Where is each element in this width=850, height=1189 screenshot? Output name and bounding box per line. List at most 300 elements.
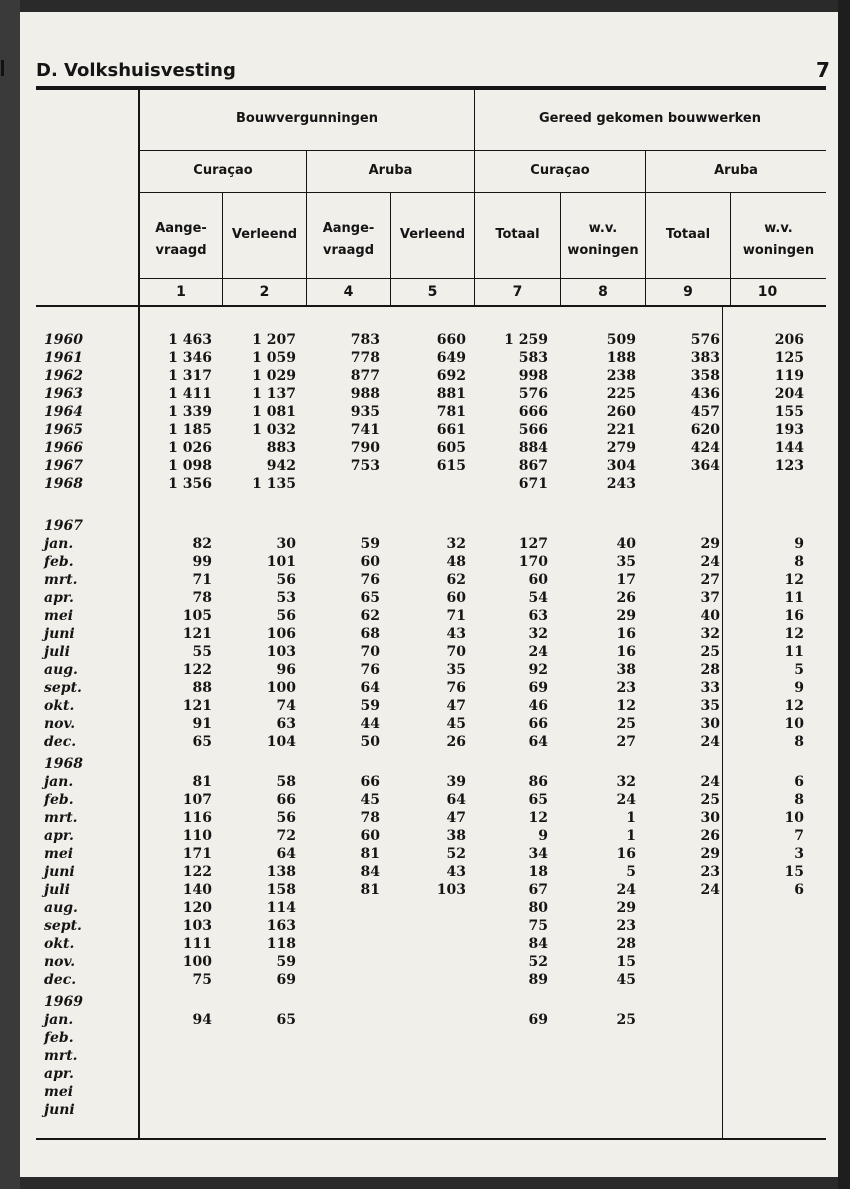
table-cell: 58	[276, 774, 296, 790]
bottom-rule	[36, 1138, 826, 1140]
table-cell: 304	[606, 458, 636, 474]
table-cell: 988	[350, 386, 380, 402]
table-cell: 10	[784, 810, 804, 826]
row-label: aug.	[44, 900, 78, 916]
table-cell: 69	[528, 1012, 548, 1028]
sub-header-rule	[138, 192, 826, 193]
table-cell: 27	[616, 734, 636, 750]
table-cell: 24	[700, 554, 720, 570]
row-label: nov.	[44, 716, 76, 732]
col-header-10-line-2: woningen	[742, 243, 815, 258]
table-cell: 103	[436, 882, 466, 898]
row-label: 1964	[44, 404, 83, 420]
table-cell: 28	[616, 936, 636, 952]
table-cell: 620	[690, 422, 720, 438]
table-cell: 649	[436, 350, 466, 366]
table-cell: 9	[538, 828, 548, 844]
table-cell: 17	[616, 572, 636, 588]
row-label: 1967	[44, 518, 83, 534]
table-cell: 8	[794, 734, 804, 750]
table-cell: 103	[266, 644, 296, 660]
table-cell: 790	[350, 440, 380, 456]
table-cell: 1 026	[168, 440, 212, 456]
row-label: okt.	[44, 936, 75, 952]
table-cell: 110	[182, 828, 212, 844]
table-cell: 1 081	[252, 404, 296, 420]
table-cell: 3	[794, 846, 804, 862]
table-cell: 105	[182, 608, 212, 624]
group-header-rule	[138, 150, 826, 151]
table-cell: 32	[700, 626, 720, 642]
table-cell: 7	[794, 828, 804, 844]
col-number-9: 9	[683, 284, 693, 300]
col-number-4: 4	[343, 284, 354, 300]
table-cell: 204	[774, 386, 804, 402]
table-cell: 27	[700, 572, 720, 588]
table-cell: 16	[784, 608, 804, 624]
col-header-4	[307, 218, 390, 262]
table-cell: 1 059	[252, 350, 296, 366]
table-cell: 86	[528, 774, 548, 790]
table-cell: 935	[350, 404, 380, 420]
table-cell: 122	[182, 864, 212, 880]
row-label: juni	[44, 1102, 75, 1118]
row-label: dec.	[44, 734, 77, 750]
table-cell: 1 346	[168, 350, 212, 366]
subheader-permits-aruba: Aruba	[368, 163, 413, 178]
table-cell: 781	[436, 404, 466, 420]
table-cell: 11	[784, 590, 804, 606]
table-cell: 60	[360, 554, 380, 570]
table-cell: 111	[182, 936, 212, 952]
table-cell: 6	[794, 882, 804, 898]
table-cell: 40	[616, 536, 636, 552]
table-cell: 125	[774, 350, 804, 366]
table-cell: 64	[276, 846, 296, 862]
section-title: D. Volkshuisvesting	[36, 60, 236, 81]
table-cell: 63	[528, 608, 548, 624]
table-cell: 509	[606, 332, 636, 348]
table-cell: 10	[784, 716, 804, 732]
table-cell: 692	[436, 368, 466, 384]
table-cell: 37	[700, 590, 720, 606]
table-cell: 56	[276, 572, 296, 588]
table-cell: 40	[700, 608, 720, 624]
table-cell: 84	[528, 936, 548, 952]
table-cell: 29	[700, 846, 720, 862]
table-cell: 221	[606, 422, 636, 438]
table-cell: 424	[690, 440, 720, 456]
table-cell: 12	[784, 626, 804, 642]
table-cell: 615	[436, 458, 466, 474]
table-cell: 30	[700, 810, 720, 826]
row-label: mei	[44, 608, 74, 624]
table-cell: 63	[276, 716, 296, 732]
table-cell: 43	[446, 626, 466, 642]
table-cell: 741	[350, 422, 380, 438]
row-label: apr.	[44, 590, 74, 606]
table-cell: 91	[192, 716, 212, 732]
table-cell: 18	[528, 864, 548, 880]
table-cell: 96	[276, 662, 296, 678]
col-header-5	[391, 224, 474, 246]
row-label: 1966	[44, 440, 83, 456]
table-cell: 65	[360, 590, 380, 606]
table-cell: 65	[276, 1012, 296, 1028]
table-cell: 1 317	[168, 368, 212, 384]
table-cell: 163	[266, 918, 296, 934]
table-cell: 238	[606, 368, 636, 384]
table-cell: 74	[276, 698, 296, 714]
col-number-1: 1	[176, 284, 186, 300]
table-cell: 25	[616, 1012, 636, 1028]
table-cell: 52	[528, 954, 548, 970]
table-cell: 867	[518, 458, 548, 474]
table-cell: 35	[446, 662, 466, 678]
table-cell: 1 259	[504, 332, 548, 348]
row-label: 1961	[44, 350, 83, 366]
table-cell: 81	[192, 774, 212, 790]
col-header-7-line-1: Totaal	[495, 227, 540, 242]
table-cell: 60	[360, 828, 380, 844]
table-cell: 60	[446, 590, 466, 606]
header-rule-thin	[36, 89, 826, 90]
table-cell: 583	[518, 350, 548, 366]
table-cell: 78	[192, 590, 212, 606]
table-cell: 76	[360, 662, 380, 678]
table-cell: 8	[794, 792, 804, 808]
table-cell: 32	[616, 774, 636, 790]
table-cell: 171	[182, 846, 212, 862]
table-cell: 8	[794, 554, 804, 570]
table-cell: 76	[446, 680, 466, 696]
row-label: juni	[44, 626, 75, 642]
table-cell: 33	[700, 680, 720, 696]
table-cell: 26	[446, 734, 466, 750]
col-header-1	[140, 218, 222, 262]
table-cell: 1	[626, 828, 636, 844]
table-cell: 103	[182, 918, 212, 934]
table-cell: 116	[182, 810, 212, 826]
table-cell: 1 207	[252, 332, 296, 348]
col-number-5: 5	[427, 284, 438, 300]
row-label: nov.	[44, 954, 76, 970]
page-edge-shadow	[838, 0, 850, 1189]
table-cell: 30	[700, 716, 720, 732]
col-header-rule	[138, 278, 826, 279]
table-cell: 100	[182, 954, 212, 970]
table-cell: 114	[266, 900, 296, 916]
table-cell: 12	[784, 698, 804, 714]
table-cell: 12	[528, 810, 548, 826]
table-cell: 1 411	[168, 386, 212, 402]
row-label: juni	[44, 864, 75, 880]
table-cell: 78	[360, 810, 380, 826]
table-cell: 60	[528, 572, 548, 588]
table-cell: 188	[606, 350, 636, 366]
row-label: mei	[44, 846, 74, 862]
table-cell: 883	[266, 440, 296, 456]
table-cell: 70	[446, 644, 466, 660]
table-cell: 666	[518, 404, 548, 420]
row-label: 1968	[44, 756, 83, 772]
table-cell: 43	[446, 864, 466, 880]
subheader-completed-aruba: Aruba	[714, 163, 758, 178]
row-label: apr.	[44, 828, 74, 844]
row-label: juli	[44, 644, 70, 660]
table-cell: 72	[276, 828, 296, 844]
table-cell: 94	[192, 1012, 212, 1028]
row-label: apr.	[44, 1066, 74, 1082]
col-number-2: 2	[259, 284, 270, 300]
table-cell: 12	[784, 572, 804, 588]
table-cell: 193	[774, 422, 804, 438]
table-cell: 661	[436, 422, 466, 438]
table-cell: 11	[784, 644, 804, 660]
table-cell: 47	[446, 810, 466, 826]
col-header-8	[561, 218, 645, 262]
table-cell: 59	[360, 698, 380, 714]
table-cell: 64	[446, 792, 466, 808]
table-cell: 32	[528, 626, 548, 642]
table-cell: 170	[518, 554, 548, 570]
row-label: 1960	[44, 332, 83, 348]
table-cell: 52	[446, 846, 466, 862]
table-cell: 753	[350, 458, 380, 474]
table-cell: 71	[192, 572, 212, 588]
table-cell: 118	[266, 936, 296, 952]
row-label: 1969	[44, 994, 83, 1010]
row-label: mei	[44, 1084, 74, 1100]
table-cell: 56	[276, 608, 296, 624]
col-number-7: 7	[512, 284, 523, 300]
table-cell: 34	[528, 846, 548, 862]
table-cell: 29	[616, 608, 636, 624]
table-cell: 1 185	[168, 422, 212, 438]
table-cell: 69	[528, 680, 548, 696]
table-cell: 783	[350, 332, 380, 348]
table-cell: 1 463	[168, 332, 212, 348]
table-cell: 81	[360, 882, 380, 898]
table-cell: 998	[518, 368, 548, 384]
table-cell: 24	[700, 774, 720, 790]
table-cell: 942	[266, 458, 296, 474]
table-cell: 1 137	[252, 386, 296, 402]
row-label: mrt.	[44, 810, 78, 826]
col-header-4-line-2: vraagd	[322, 243, 375, 258]
table-cell: 75	[192, 972, 212, 988]
table-cell: 106	[266, 626, 296, 642]
table-cell: 82	[192, 536, 212, 552]
table-cell: 1 029	[252, 368, 296, 384]
col-header-8-line-2: woningen	[567, 243, 639, 258]
table-cell: 279	[606, 440, 636, 456]
table-cell: 53	[276, 590, 296, 606]
table-cell: 88	[192, 680, 212, 696]
col-header-1-line-1: Aange-	[155, 221, 207, 236]
table-cell: 62	[446, 572, 466, 588]
table-cell: 881	[436, 386, 466, 402]
table-cell: 70	[360, 644, 380, 660]
subheader-completed-curacao: Curaçao	[530, 163, 590, 178]
row-label: dec.	[44, 972, 77, 988]
table-cell: 39	[446, 774, 466, 790]
table-cell: 71	[446, 608, 466, 624]
row-label: mrt.	[44, 1048, 78, 1064]
row-label: sept.	[44, 918, 82, 934]
table-cell: 24	[700, 882, 720, 898]
row-label: feb.	[44, 792, 74, 808]
row-label: okt.	[44, 698, 75, 714]
table-cell: 65	[192, 734, 212, 750]
table-cell: 5	[626, 864, 636, 880]
table-cell: 29	[616, 900, 636, 916]
table-cell: 576	[690, 332, 720, 348]
table-cell: 46	[528, 698, 548, 714]
col-header-10	[731, 218, 826, 262]
table-cell: 81	[360, 846, 380, 862]
row-label: 1965	[44, 422, 83, 438]
table-cell: 55	[192, 644, 212, 660]
table-cell: 127	[518, 536, 548, 552]
col-header-4-line-1: Aange-	[322, 221, 375, 236]
col-header-2-line-1: Verleend	[231, 227, 298, 242]
col-header-2	[223, 224, 306, 246]
table-cell: 15	[784, 864, 804, 880]
table-cell: 99	[192, 554, 212, 570]
table-cell: 45	[616, 972, 636, 988]
table-cell: 5	[794, 662, 804, 678]
table-cell: 92	[528, 662, 548, 678]
table-cell: 67	[528, 882, 548, 898]
col-header-1-line-2: vraagd	[155, 243, 207, 258]
table-cell: 436	[690, 386, 720, 402]
table-cell: 24	[700, 734, 720, 750]
table-cell: 671	[518, 476, 548, 492]
table-cell: 32	[446, 536, 466, 552]
table-cell: 47	[446, 698, 466, 714]
table-cell: 75	[528, 918, 548, 934]
table-cell: 120	[182, 900, 212, 916]
table-cell: 45	[360, 792, 380, 808]
table-cell: 877	[350, 368, 380, 384]
col-header-10-line-1: w.v.	[764, 221, 793, 236]
table-cell: 56	[276, 810, 296, 826]
table-cell: 140	[182, 882, 212, 898]
table-cell: 35	[700, 698, 720, 714]
col-header-9-line-1: Totaal	[665, 227, 711, 242]
table-cell: 144	[774, 440, 804, 456]
table-cell: 26	[700, 828, 720, 844]
table-cell: 225	[606, 386, 636, 402]
binding-mark	[1, 60, 4, 76]
table-cell: 25	[616, 716, 636, 732]
body-right-divider	[722, 306, 723, 1138]
table-cell: 1 098	[168, 458, 212, 474]
group-header-permits: Bouwvergunningen	[236, 111, 378, 126]
table-cell: 38	[446, 828, 466, 844]
table-cell: 23	[616, 918, 636, 934]
table-cell: 457	[690, 404, 720, 420]
table-cell: 123	[774, 458, 804, 474]
table-cell: 38	[616, 662, 636, 678]
table-cell: 778	[350, 350, 380, 366]
table-cell: 138	[266, 864, 296, 880]
table-cell: 84	[360, 864, 380, 880]
col-header-5-line-1: Verleend	[399, 227, 466, 242]
row-label: jan.	[44, 536, 74, 552]
col-header-7	[475, 224, 560, 246]
table-cell: 30	[276, 536, 296, 552]
table-cell: 158	[266, 882, 296, 898]
table-cell: 358	[690, 368, 720, 384]
col-header-9	[646, 224, 730, 246]
table-cell: 12	[616, 698, 636, 714]
table-cell: 65	[528, 792, 548, 808]
table-cell: 26	[616, 590, 636, 606]
table-cell: 59	[360, 536, 380, 552]
table-cell: 45	[446, 716, 466, 732]
table-cell: 1	[626, 810, 636, 826]
table-cell: 24	[616, 792, 636, 808]
table-cell: 104	[266, 734, 296, 750]
col-number-8: 8	[598, 284, 608, 300]
table-cell: 80	[528, 900, 548, 916]
table-cell: 1 339	[168, 404, 212, 420]
table-cell: 100	[266, 680, 296, 696]
table-cell: 66	[360, 774, 380, 790]
table-cell: 1 032	[252, 422, 296, 438]
table-cell: 119	[774, 368, 804, 384]
binding-shadow	[0, 0, 20, 1189]
table-cell: 35	[616, 554, 636, 570]
col-header-8-line-1: w.v.	[588, 221, 618, 236]
col-number-10: 10	[757, 284, 778, 300]
table-cell: 28	[700, 662, 720, 678]
table-cell: 62	[360, 608, 380, 624]
table-cell: 23	[616, 680, 636, 696]
page-number: 7	[816, 58, 830, 82]
row-label: aug.	[44, 662, 78, 678]
table-cell: 50	[360, 734, 380, 750]
table-cell: 660	[436, 332, 466, 348]
row-label: juli	[44, 882, 70, 898]
table-cell: 54	[528, 590, 548, 606]
row-label: 1968	[44, 476, 83, 492]
table-cell: 1 356	[168, 476, 212, 492]
table-cell: 24	[616, 882, 636, 898]
table-cell: 605	[436, 440, 466, 456]
table-cell: 576	[518, 386, 548, 402]
table-cell: 121	[182, 626, 212, 642]
table-cell: 29	[700, 536, 720, 552]
table-cell: 16	[616, 626, 636, 642]
table-cell: 44	[360, 716, 380, 732]
table-cell: 89	[528, 972, 548, 988]
table-cell: 122	[182, 662, 212, 678]
table-cell: 64	[360, 680, 380, 696]
row-label: 1967	[44, 458, 83, 474]
table-cell: 48	[446, 554, 466, 570]
col-number-rule	[36, 305, 826, 307]
row-label: jan.	[44, 1012, 74, 1028]
table-cell: 76	[360, 572, 380, 588]
row-label: 1963	[44, 386, 83, 402]
row-label: jan.	[44, 774, 74, 790]
table-cell: 9	[794, 536, 804, 552]
table-cell: 15	[616, 954, 636, 970]
table-cell: 155	[774, 404, 804, 420]
